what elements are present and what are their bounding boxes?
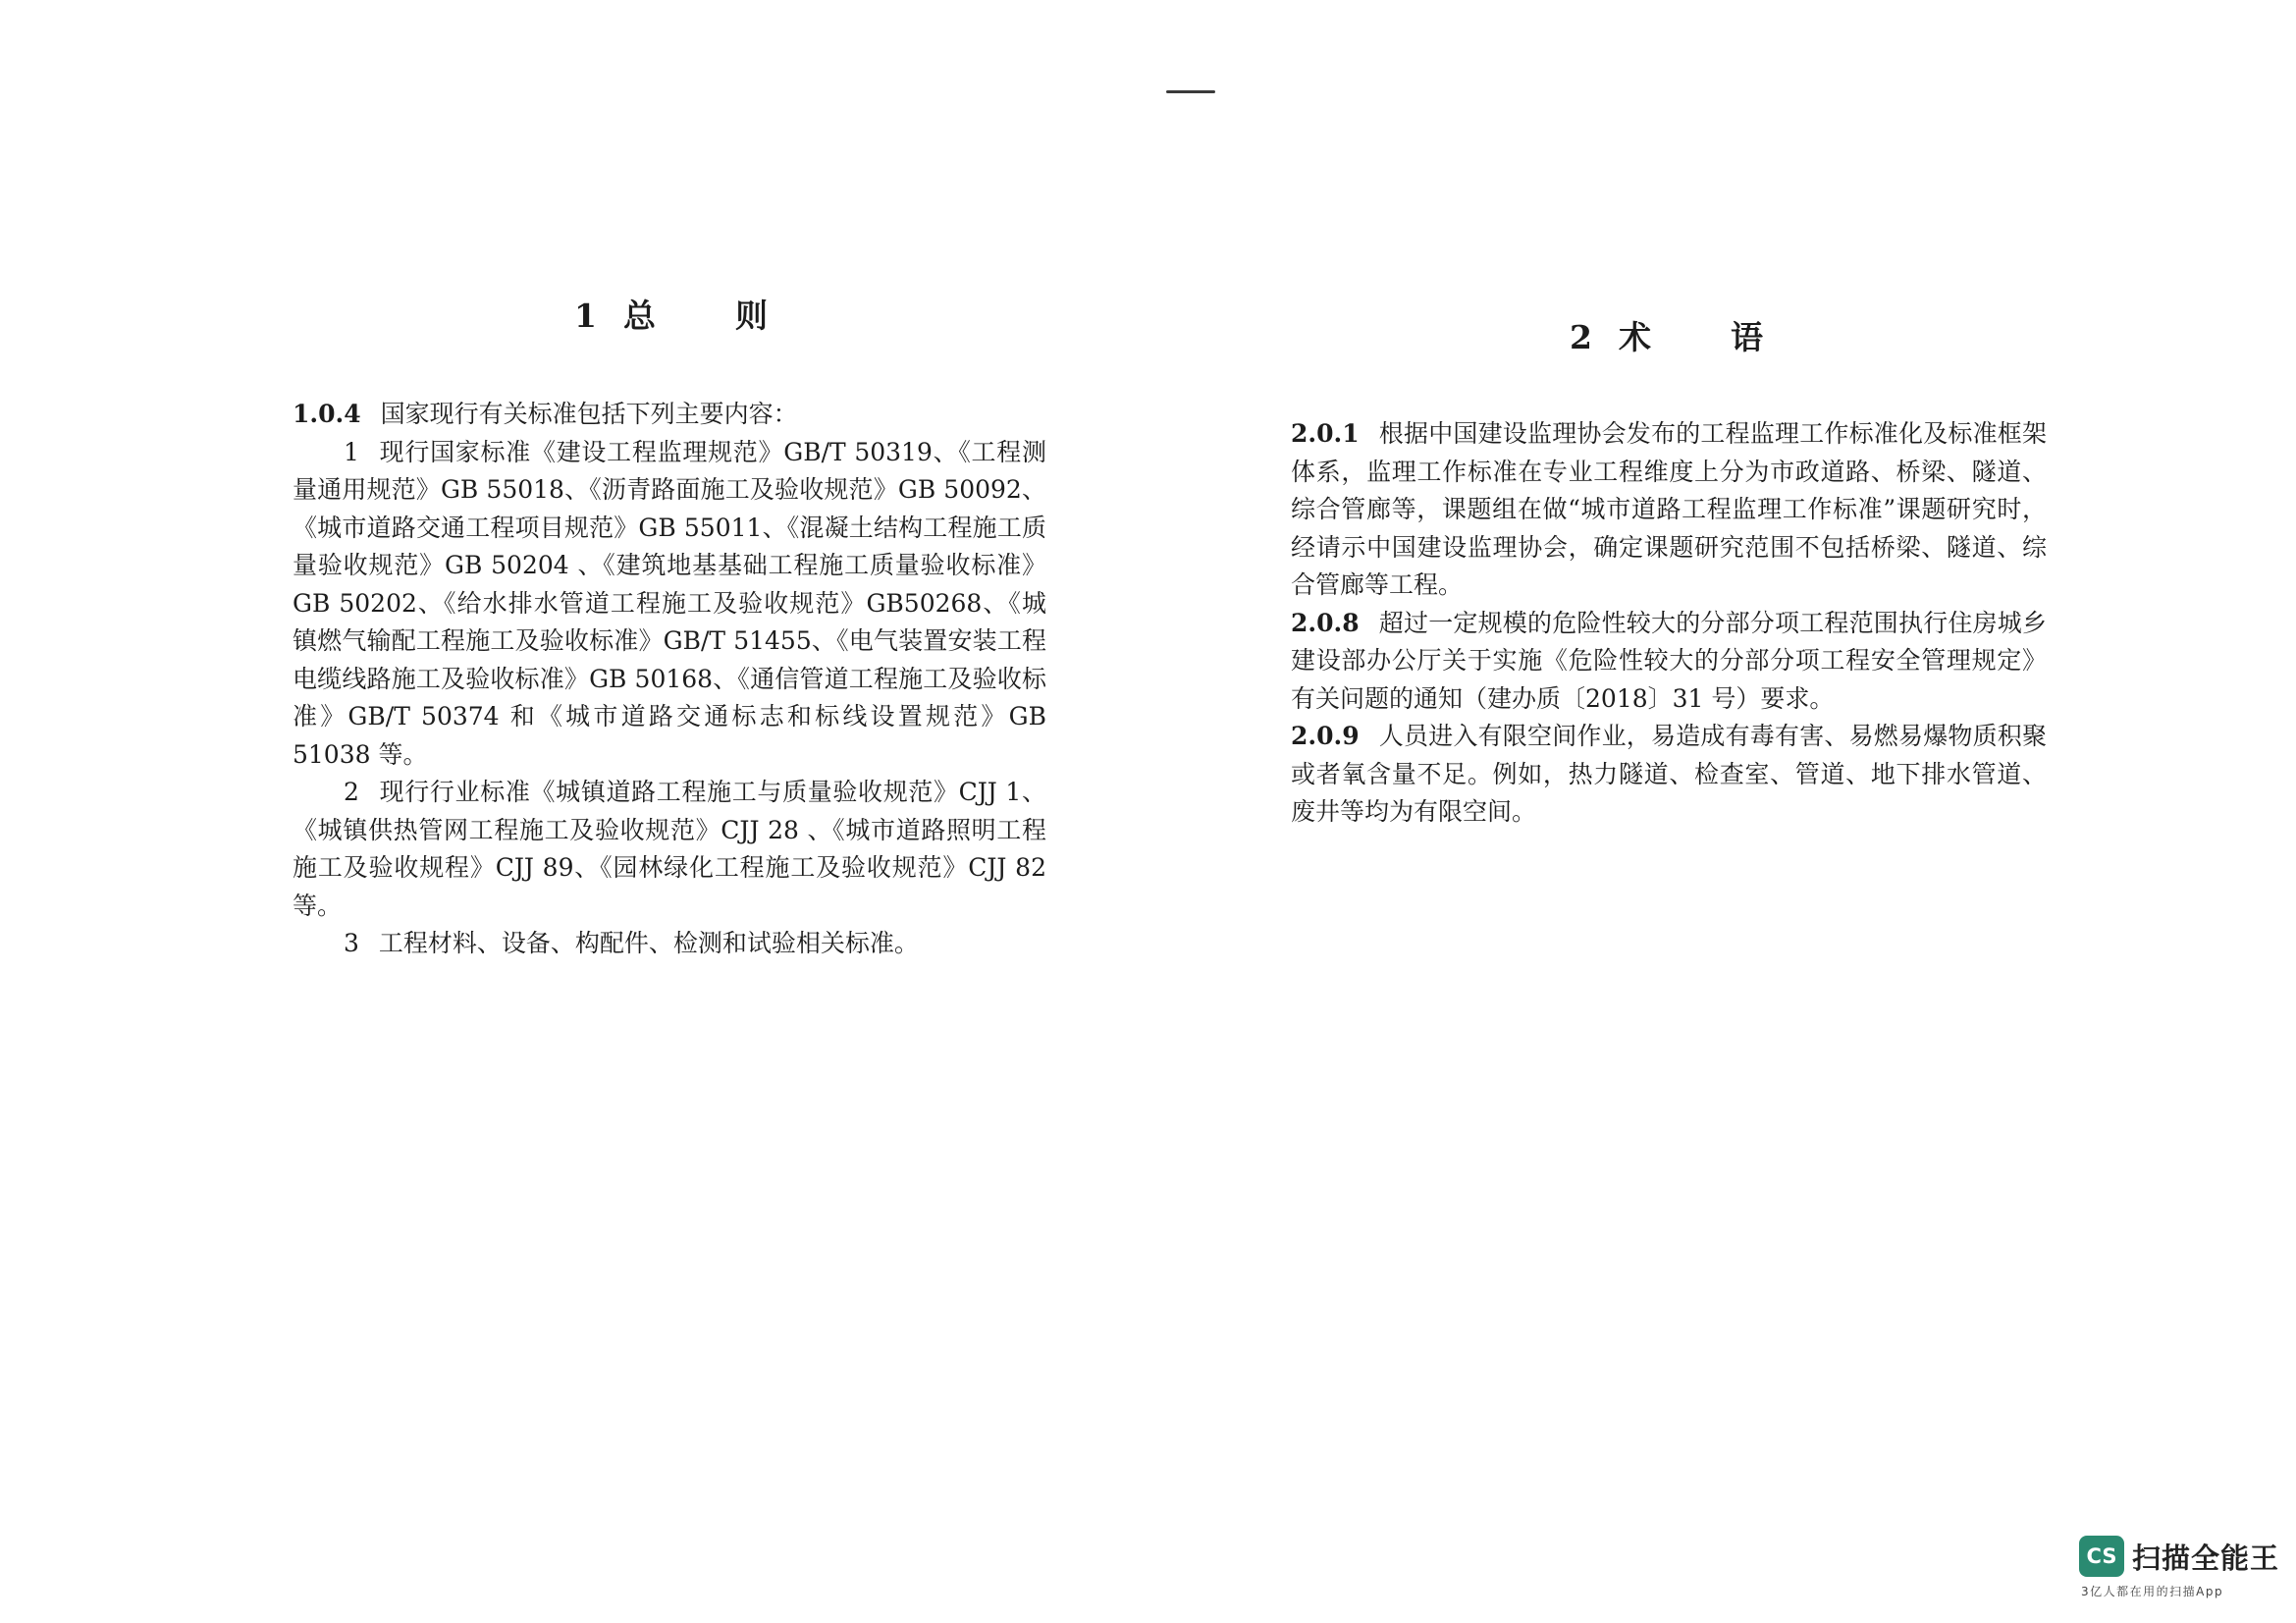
list-item-text: 现行行业标准《城镇道路工程施工与质量验收规范》CJJ 1、《城镇供热管网工程施工及验收规范》CJJ 28 、《城市道路照明工程施工及验收规程》CJJ 89、《园林绿化工程施工及验收规范》CJJ 82 等。 xyxy=(293,778,1046,920)
clause-number: 2.0.8 xyxy=(1291,608,1360,637)
clause-text: 人员进入有限空间作业，易造成有毒有害、易燃易爆物质积聚或者氧含量不足。例如，热力隧道、检查室、管道、地下排水管道、废井等均为有限空间。 xyxy=(1291,722,2047,826)
list-item-number: 1 xyxy=(344,437,359,466)
left-page xyxy=(293,291,1046,963)
page-edge-mark xyxy=(1166,90,1215,93)
clause-2-0-1 xyxy=(1291,415,2047,605)
list-item-text: 现行国家标准《建设工程监理规范》GB/T 50319、《工程测量通用规范》GB 55018、《沥青路面施工及验收规范》GB 50092、《城市道路交通工程项目规范》GB 55011、《混凝土结构工程施工质量验收规范》GB 50204 、《建筑地基基础工程施工质量验收标准》GB 50202、《给水排水管道工程施工及验收规范》GB50268、《城镇燃气输配工程施工及验收标准》GB/T 51455、《电气装置安装工程电缆线路施工及验收标准》GB 50168、《通信管道工程施工及验收标准》GB/T 50374 和《城市道路交通标志和标线设置规范》GB 51038 等。 xyxy=(293,437,1046,769)
clause-text: 超过一定规模的危险性较大的分部分项工程范围执行住房城乡建设部办公厅关于实施《危险性较大的分部分项工程安全管理规定》有关问题的通知（建办质〔2018〕31 号）要求。 xyxy=(1291,608,2047,713)
list-item-2 xyxy=(293,774,1046,925)
chapter-title-char-1: 术 xyxy=(1618,318,1652,356)
clause-2-0-9 xyxy=(1291,718,2047,832)
clause-number: 2.0.1 xyxy=(1291,419,1360,448)
scanner-watermark xyxy=(2079,1532,2280,1600)
list-item-text: 工程材料、设备、构配件、检测和试验相关标准。 xyxy=(378,929,919,957)
chapter-title-char-1: 总 xyxy=(622,297,657,335)
chapter-title-char-2: 语 xyxy=(1730,318,1764,356)
clause-1-0-4 xyxy=(293,396,1046,434)
chapter-number: 2 xyxy=(1570,318,1593,356)
chapter-number: 1 xyxy=(574,297,598,335)
list-item-1 xyxy=(293,434,1046,775)
clause-number: 1.0.4 xyxy=(293,400,361,428)
clause-text: 国家现行有关标准包括下列主要内容： xyxy=(380,400,798,428)
right-page xyxy=(1291,312,2047,832)
watermark-app-name: 扫描全能王 xyxy=(2132,1542,2280,1575)
clause-text: 根据中国建设监理协会发布的工程监理工作标准化及标准框架体系，监理工作标准在专业工程维度上分为市政道路、桥梁、隧道、综合管廊等，课题组在做“城市道路工程监理工作标准”课题研究时，经请示中国建设监理协会，确定课题研究范围不包括桥梁、隧道、综合管廊等工程。 xyxy=(1291,419,2047,599)
chapter-heading-terms xyxy=(1287,312,2047,358)
clause-2-0-8 xyxy=(1291,605,2047,719)
camscanner-logo-icon: CS xyxy=(2079,1536,2124,1577)
chapter-heading-general xyxy=(296,291,1046,337)
chapter-title-char-2: 则 xyxy=(734,297,769,335)
list-item-number: 3 xyxy=(344,929,359,957)
list-item-number: 2 xyxy=(344,778,359,806)
clause-number: 2.0.9 xyxy=(1291,722,1360,750)
watermark-tagline: 3亿人都在用的扫描App xyxy=(2081,1585,2224,1598)
list-item-3 xyxy=(293,925,1046,963)
